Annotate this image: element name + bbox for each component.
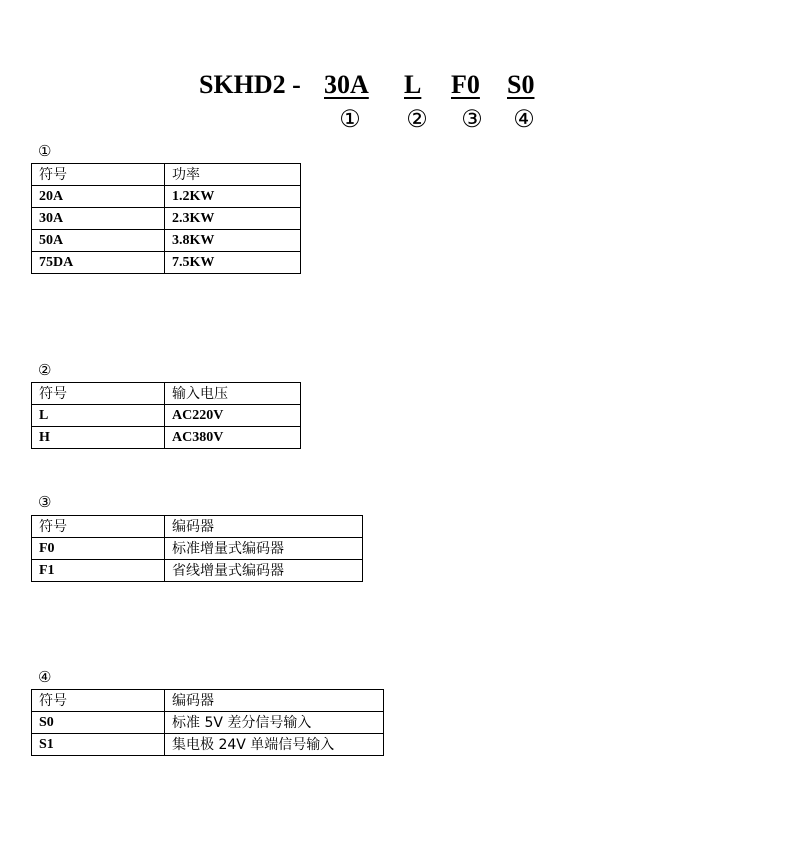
encoder-table <box>31 515 363 582</box>
model-marker-1: ① <box>339 107 361 133</box>
code-cell: 50A <box>32 230 165 252</box>
section-1-marker: ① <box>38 144 52 160</box>
code-cell: 75DA <box>32 252 165 274</box>
header-cell: 输入电压 <box>165 383 301 405</box>
table-row <box>32 712 384 734</box>
value-cell: 2.3KW <box>165 208 301 230</box>
model-signal-code: S0 <box>507 70 535 99</box>
value-cell: 集电极 24V 单端信号输入 <box>165 734 384 756</box>
code-cell: 20A <box>32 186 165 208</box>
section-2-marker: ② <box>38 363 52 379</box>
header-cell: 编码器 <box>165 690 384 712</box>
table-header-row <box>32 516 363 538</box>
header-cell: 功率 <box>165 164 301 186</box>
table-row <box>32 186 301 208</box>
power-table <box>31 163 301 274</box>
model-power-code: 30A <box>324 70 369 99</box>
model-marker-2: ② <box>406 107 428 133</box>
value-cell: 1.2KW <box>165 186 301 208</box>
table-row <box>32 208 301 230</box>
table-row <box>32 405 301 427</box>
table-row <box>32 538 363 560</box>
model-voltage-code: L <box>404 70 422 99</box>
value-cell: 3.8KW <box>165 230 301 252</box>
header-cell: 符号 <box>32 516 165 538</box>
table-row <box>32 252 301 274</box>
signal-table <box>31 689 384 756</box>
table-header-row <box>32 383 301 405</box>
table-header-row <box>32 690 384 712</box>
section-3-marker: ③ <box>38 495 52 511</box>
code-cell: F1 <box>32 560 165 582</box>
model-prefix: SKHD2 - <box>199 70 301 99</box>
voltage-table <box>31 382 301 449</box>
table-header-row <box>32 164 301 186</box>
code-cell: S0 <box>32 712 165 734</box>
header-cell: 符号 <box>32 383 165 405</box>
table-row <box>32 734 384 756</box>
header-cell: 符号 <box>32 164 165 186</box>
code-cell: H <box>32 427 165 449</box>
header-cell: 符号 <box>32 690 165 712</box>
code-cell: L <box>32 405 165 427</box>
model-encoder-code: F0 <box>451 70 480 99</box>
table-row <box>32 427 301 449</box>
model-code <box>0 68 794 138</box>
value-cell: AC220V <box>165 405 301 427</box>
header-cell: 编码器 <box>165 516 363 538</box>
code-cell: S1 <box>32 734 165 756</box>
section-4-marker: ④ <box>38 670 52 686</box>
table-row <box>32 230 301 252</box>
code-cell: 30A <box>32 208 165 230</box>
model-marker-4: ④ <box>513 107 535 133</box>
code-cell: F0 <box>32 538 165 560</box>
model-marker-3: ③ <box>461 107 483 133</box>
value-cell: 省线增量式编码器 <box>165 560 363 582</box>
table-row <box>32 560 363 582</box>
value-cell: AC380V <box>165 427 301 449</box>
value-cell: 标准增量式编码器 <box>165 538 363 560</box>
value-cell: 7.5KW <box>165 252 301 274</box>
value-cell: 标准 5V 差分信号输入 <box>165 712 384 734</box>
